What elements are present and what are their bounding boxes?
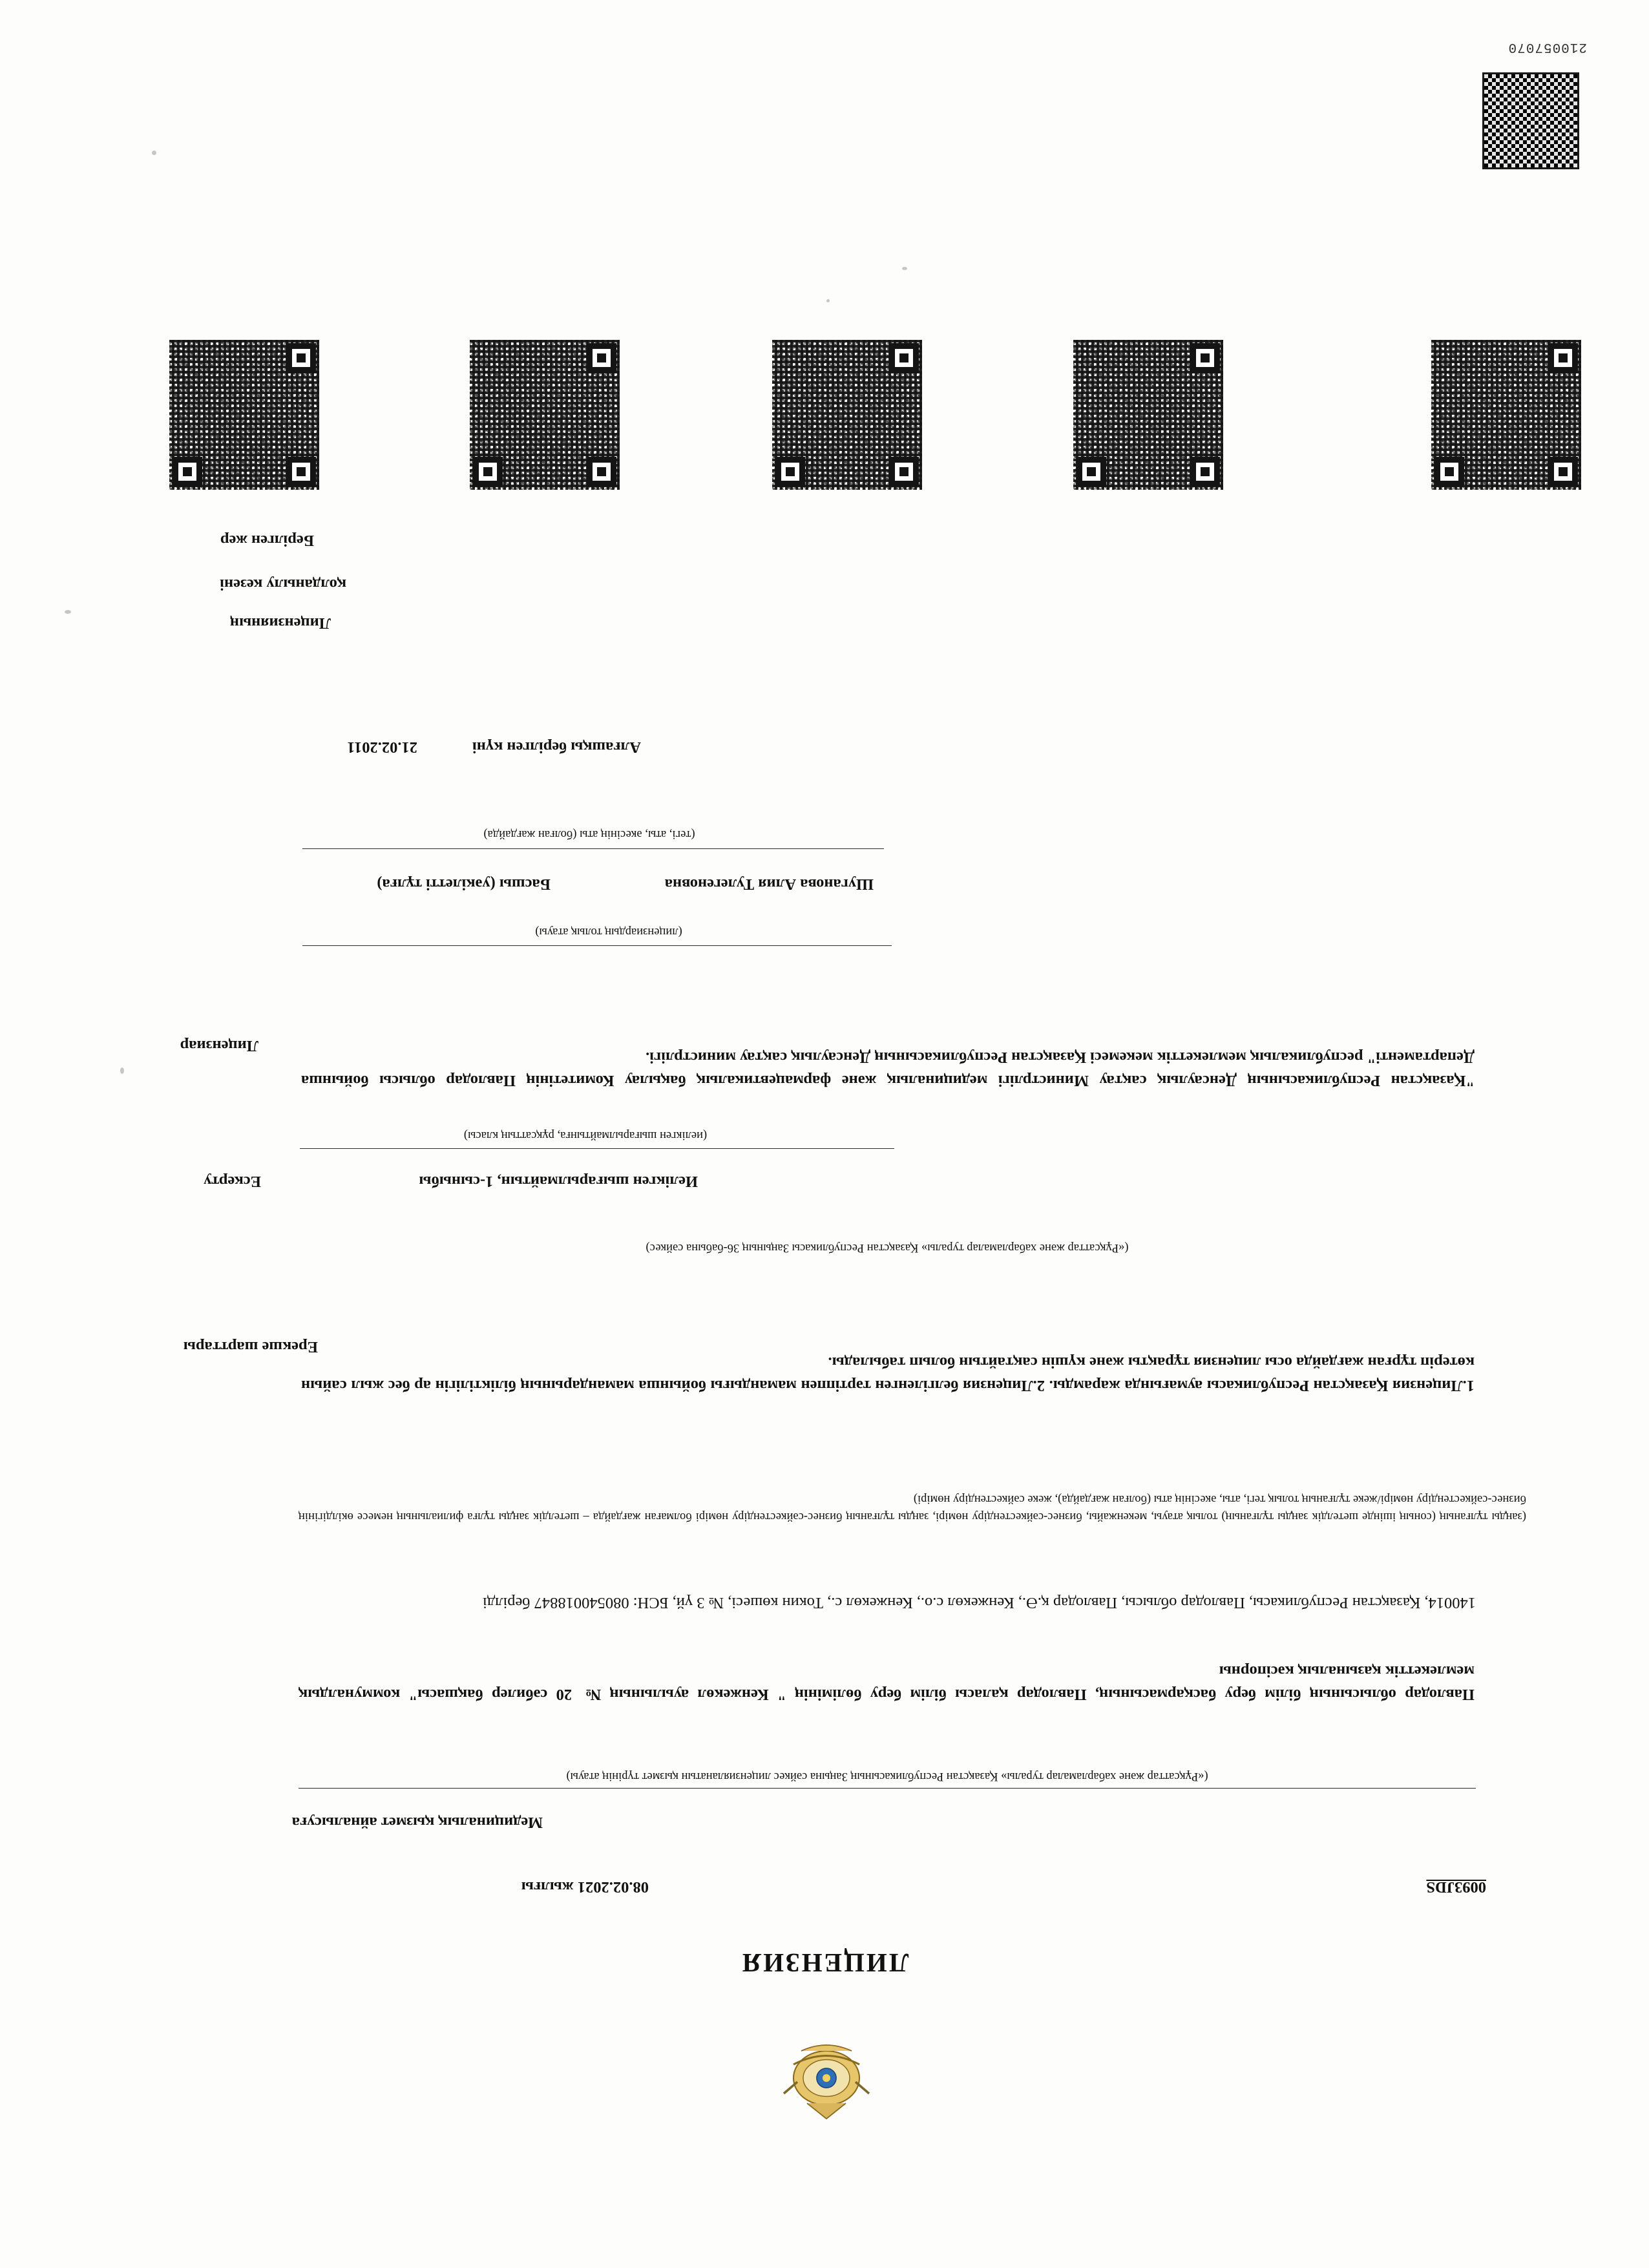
scan-sidebar-number: 210057070 — [1507, 39, 1587, 54]
issue-date: 08.02.2021 жылғы — [521, 1878, 649, 1896]
qr-finder-icon — [889, 457, 919, 487]
first-issue-value: 21.02.2011 — [347, 739, 417, 756]
qr-finder-icon — [286, 457, 316, 487]
note-value: Иелікген шығарылмайтын, 1-сыныбы — [419, 1173, 698, 1190]
licensor-label: Лицензиар — [180, 1037, 258, 1055]
qr-finder-icon — [1077, 457, 1106, 487]
note-hint: (иелікген шығарылмайтынға, рұқсаттың класы) — [463, 1129, 708, 1142]
qr-code-4 — [1073, 340, 1223, 490]
licensor-rule — [302, 945, 892, 946]
qr-finder-icon — [1548, 343, 1578, 373]
head-value: Шуганова Алия Тулегеновна — [664, 876, 874, 893]
head-label: Басшы (уәкілетті тұлға) — [377, 876, 551, 893]
special-conditions-note: («Рұқсаттар және хабарламалар туралы» Қазақстан Республикасы Заңының 36-бабына сәйкес) — [646, 1241, 1129, 1254]
activity-rule — [299, 1788, 1476, 1789]
licensee-name: Павлодар облысының білім беру басқармасының, Павлодар қаласы білім беру бөлімінің " Кенжекөл ауылының № 20 сәбилер бақшасы" коммуналдық мемлекеттік қазыналық кәсіпорны — [299, 1663, 1475, 1703]
qr-code-3 — [169, 340, 319, 490]
head-rule — [302, 848, 884, 849]
licensor-note: (лицензиардың толық атауы) — [535, 925, 682, 938]
scan-speck — [120, 1067, 124, 1074]
address-line: 140014, Қазақстан Республикасы, Павлодар облысы, Павлодар қ.Ә., Кенжекөл с.о., Кенжекөл с., Токин көшесі, № 3 үй, БСН: 080540018847 берілді — [482, 1594, 1476, 1612]
head-note: (тегі, аты, әкесінің аты (болған жағдайда) — [483, 828, 695, 841]
qr-finder-icon — [1190, 457, 1220, 487]
licensor-value: "Қазақстан Республикасының Денсаулық сақтау Министрлігі медициналық және фармацевтикалық бақылау Комитетінің Павлодар облысы бойынша Департаменті" республикалық мемлекеттік мекемесі Қазақстан Республикасының Денсаулық сақтау министрлігі. — [301, 1049, 1475, 1089]
qr-finder-icon — [286, 343, 316, 373]
special-conditions-label: Ерекше шарттары — [183, 1338, 318, 1356]
qr-finder-icon — [587, 457, 616, 487]
qr-finder-icon — [775, 457, 805, 487]
serial-number: 0093ЈDS — [1426, 1878, 1486, 1896]
qr-finder-icon — [889, 343, 919, 373]
license-validity-label-line2: қолданылу кезені — [220, 576, 346, 593]
scan-speck — [826, 299, 830, 302]
scan-speck — [152, 151, 156, 155]
license-validity-label-line1: Лицензияның — [229, 614, 331, 632]
issue-place-label: Берілген жер — [220, 532, 314, 549]
activity-heading: Медициналық қызмет айналысуға — [291, 1814, 543, 1831]
state-emblem-icon — [778, 2035, 875, 2132]
datamatrix-code — [1482, 72, 1579, 169]
qr-finder-icon — [1190, 343, 1220, 373]
scan-speck — [902, 267, 907, 270]
qr-code-5 — [1431, 340, 1581, 490]
qr-code-2 — [470, 340, 620, 490]
qr-finder-icon — [173, 457, 202, 487]
note-label: Ескерту — [204, 1173, 261, 1190]
special-conditions-value: 1.Лицензия Қазақстан Республикасы аумағында жарамды. 2.Лицензия белгіленген тәртіппен мамандығы бойынша мамандарының біліктілігін ар бес жыл сайын көтеріп тұрған жағдайда осы лицензия тұрақты және күшін сақтайтын болып табылады. — [301, 1354, 1475, 1394]
qr-finder-icon — [1548, 457, 1578, 487]
scan-speck — [65, 610, 71, 614]
page-title: ЛИЦЕНЗИЯ — [740, 1948, 909, 1978]
activity-note: («Рұқсаттар және хабарламалар туралы» Қазақстан Республикасының Заңына сәйкес лицензияланатын қызмет түрінің атауы) — [566, 1770, 1208, 1783]
qr-code-1 — [772, 340, 922, 490]
address-note: (заңды тұлғаның (соның ішінде шетелдік заңды тұлғаның) толық атауы, мекенжайы, бизнес-сәйкестендіру нөмірі, заңды тұлғаның бизнес-сәйкестендіру нөмірі болмаған жағдайда – шетелдік заңды тұлға филиалының немесе өкілдігінің бизнес-сәйкестендіру нөмірі/жеке тұлғаның толық тегі, аты, әкесінің аты (болған жағдайда), жеке сәйкестендіру нөмірі) — [299, 1493, 1526, 1523]
first-issue-label: Алғашқы берілген күні — [472, 739, 641, 756]
qr-finder-icon — [587, 343, 616, 373]
note-rule — [300, 1148, 894, 1149]
qr-finder-icon — [473, 457, 503, 487]
qr-finder-icon — [1434, 457, 1464, 487]
